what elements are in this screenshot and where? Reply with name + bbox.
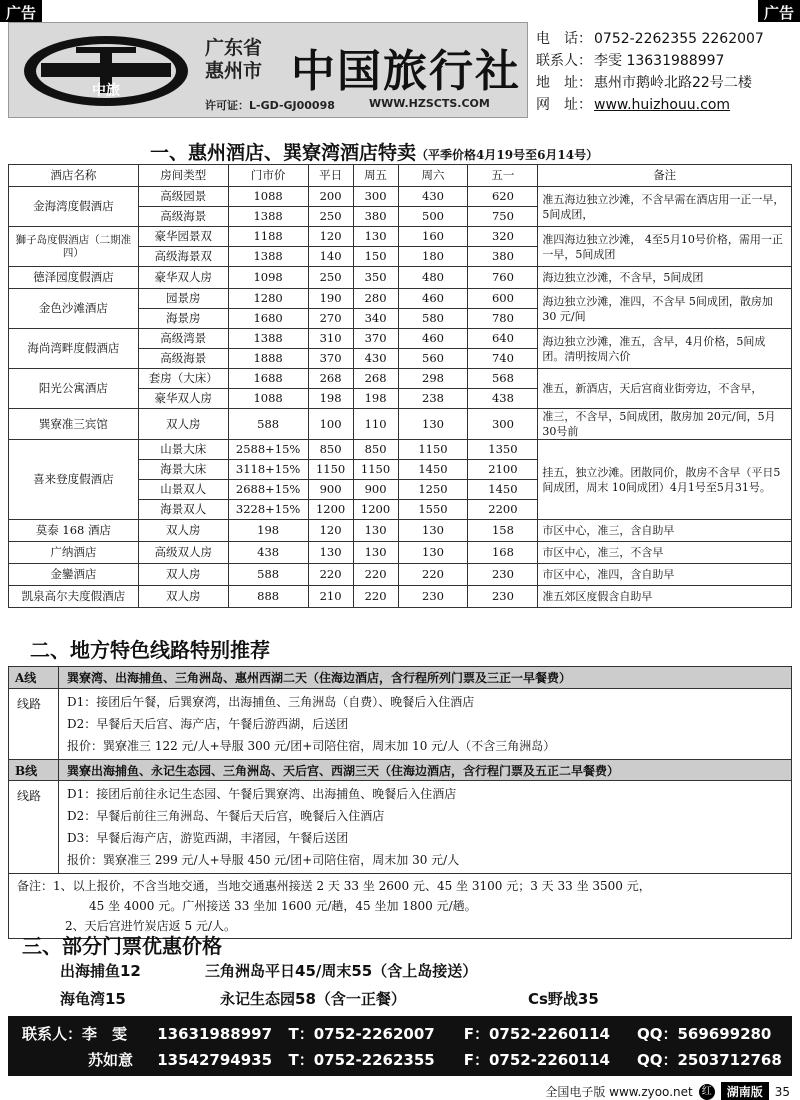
price-cell: 268 (353, 369, 398, 389)
ticket-item: 三角洲岛平日45/周末55（含上岛接送） (205, 962, 478, 980)
column-header: 平日 (308, 165, 353, 187)
price-cell: 370 (353, 329, 398, 349)
price-cell: 198 (308, 389, 353, 409)
footer-mobile: 13631988997 (157, 1025, 273, 1043)
price-cell: 2100 (468, 460, 538, 480)
price-cell: 豪华双人房 (138, 267, 228, 289)
price-cell: 130 (398, 542, 468, 564)
logo-text: 中旅 (92, 83, 120, 99)
price-cell: 480 (398, 267, 468, 289)
price-cell: 560 (398, 349, 468, 369)
website-link[interactable]: www.huizhouu.com (594, 97, 731, 113)
price-cell: 270 (308, 309, 353, 329)
price-cell: 双人房 (138, 409, 228, 440)
price-cell: 130 (353, 542, 398, 564)
agency-logo (21, 33, 191, 113)
price-cell: 460 (398, 329, 468, 349)
section3-title: 三、部分门票优惠价格 (22, 934, 222, 958)
price-cell: 220 (308, 564, 353, 586)
price-cell: 高级海景双 (138, 247, 228, 267)
banner-website: WWW.HZSCTS.COM (369, 97, 490, 110)
price-cell: 220 (353, 564, 398, 586)
footer-fax: F：0752-2260114 (463, 1051, 610, 1069)
price-cell: 250 (308, 267, 353, 289)
price-cell: 1388 (228, 207, 308, 227)
route-a-header: A线 巽寮湾、出海捕鱼、三角洲岛、惠州西湖二天（住海边酒店，含行程所列门票及三正一早餐费） (9, 667, 791, 689)
price-cell: 高级双人房 (138, 542, 228, 564)
price-cell: 150 (353, 247, 398, 267)
hotel-note: 准四海边独立沙滩， 4至5月10号价格，需用一正一早，5间成团 (538, 227, 792, 267)
price-cell: 120 (308, 520, 353, 542)
footer-phone: T：0752-2262355 (288, 1051, 435, 1069)
price-cell: 2588+15% (228, 440, 308, 460)
price-cell: 豪华园景双 (138, 227, 228, 247)
price-cell: 230 (468, 564, 538, 586)
hotel-note: 市区中心，准三，含自助早 (538, 520, 792, 542)
hotel-price-table (8, 164, 792, 608)
price-cell: 430 (398, 187, 468, 207)
price-cell: 1200 (353, 500, 398, 520)
price-cell: 山景双人 (138, 480, 228, 500)
price-cell: 180 (398, 247, 468, 267)
hotel-note: 海边独立沙滩，不含早，5间成团 (538, 267, 792, 289)
price-cell: 1550 (398, 500, 468, 520)
table-row (9, 267, 792, 289)
hotel-note: 准五，新酒店，天后宫商业街旁边，不含早， (538, 369, 792, 409)
price-cell: 888 (228, 586, 308, 608)
route-a-line: 报价：巽寮准三 122 元/人+导服 300 元/团+司陪住宿，周末加 10 元/人（不含三角洲岛） (67, 739, 556, 753)
column-header: 周六 (398, 165, 468, 187)
table-row (9, 440, 792, 460)
price-cell: 1250 (398, 480, 468, 500)
price-cell: 640 (468, 329, 538, 349)
price-cell: 高级海景 (138, 349, 228, 369)
price-cell: 130 (398, 520, 468, 542)
price-cell: 588 (228, 564, 308, 586)
price-cell: 438 (468, 389, 538, 409)
route-b-header: B线 巽寮出海捕鱼、永记生态园、三角洲岛、天后宫、西湖三天（住海边酒店，含行程门票及五正二早餐费） (9, 759, 791, 781)
section2-title: 二、地方特色线路特别推荐 (30, 638, 270, 662)
price-cell: 760 (468, 267, 538, 289)
price-cell: 3118+15% (228, 460, 308, 480)
price-cell: 海景房 (138, 309, 228, 329)
ticket-item: Cs野战35 (528, 990, 599, 1008)
price-cell: 780 (468, 309, 538, 329)
price-cell: 380 (353, 207, 398, 227)
route-a-body: 线路 D1：接团后午餐，后巽寮湾，出海捕鱼、三角洲岛（自费）、晚餐后入住酒店 D2：早餐后天后宫、海产店，午餐后游西湖，后送团 报价：巽寮准三 122 元/人+导服 300 元/团+司陪住宿，周末加 10 元/人（不含三角洲岛） (9, 689, 791, 759)
hotel-name: 獅子岛度假酒店（二期准四） (9, 227, 139, 267)
price-cell: 160 (398, 227, 468, 247)
price-cell: 310 (308, 329, 353, 349)
hotel-note: 准五郊区度假含自助早 (538, 586, 792, 608)
hotel-name: 德泽园度假酒店 (9, 267, 139, 289)
price-cell: 1388 (228, 247, 308, 267)
table-row (9, 542, 792, 564)
column-header: 周五 (353, 165, 398, 187)
price-cell: 740 (468, 349, 538, 369)
price-cell: 850 (308, 440, 353, 460)
price-cell: 海景大床 (138, 460, 228, 480)
table-row (9, 520, 792, 542)
price-cell: 280 (353, 289, 398, 309)
web-line: 网 址： www.huizhouu.com (536, 97, 731, 113)
route-b-line: D1：接团后前往永记生态园、午餐后巽寮湾、出海捕鱼、晚餐后入住酒店 (67, 787, 457, 801)
price-cell: 900 (353, 480, 398, 500)
price-cell: 168 (468, 542, 538, 564)
price-cell: 238 (398, 389, 468, 409)
price-cell: 438 (228, 542, 308, 564)
red-badge-icon: 红 (699, 1084, 715, 1100)
price-cell: 双人房 (138, 586, 228, 608)
price-cell: 双人房 (138, 520, 228, 542)
price-cell: 1688 (228, 369, 308, 389)
price-cell: 130 (353, 520, 398, 542)
footer-contact-bar (8, 1016, 792, 1076)
price-cell: 220 (353, 586, 398, 608)
table-row (9, 289, 792, 309)
price-cell: 900 (308, 480, 353, 500)
ticket-item: 永记生态园58（含一正餐） (220, 990, 406, 1008)
price-cell: 3228+15% (228, 500, 308, 520)
table-row (9, 586, 792, 608)
footer-phone: T：0752-2262007 (288, 1025, 435, 1043)
route-box (8, 666, 792, 939)
hotel-note: 海边独立沙滩，准四，不含早 5间成团，散房加 30 元/间 (538, 289, 792, 329)
table-row (9, 369, 792, 389)
route-notes: 备注：1、以上报价，不含当地交通，当地交通惠州接送 2 天 33 坐 2600 元、45 坐 3100 元；3 天 33 坐 3500 元， 45 坐 4000 元。广州接送 33 坐加 1600 元/趟，45 坐加 1800 元/趟。 2、天后宫进竹炭店返 5 元/人。 (9, 873, 791, 938)
price-cell: 双人房 (138, 564, 228, 586)
price-cell: 600 (468, 289, 538, 309)
table-row (9, 227, 792, 247)
contact-block (536, 28, 764, 116)
route-b-line: 报价：巽寮准三 299 元/人+导服 450 元/团+司陪住宿，周末加 30 元/人 (67, 853, 460, 867)
hotel-note: 市区中心，准三，不含早 (538, 542, 792, 564)
brand-name: 中国旅行社 (291, 46, 521, 97)
column-header: 备注 (538, 165, 792, 187)
price-cell: 230 (398, 586, 468, 608)
route-a-line: D2：早餐后天后宫、海产店，午餐后游西湖，后送团 (67, 717, 349, 731)
table-row (9, 329, 792, 349)
price-cell: 1450 (468, 480, 538, 500)
footer-mobile: 13542794935 (157, 1051, 273, 1069)
price-cell: 高级湾景 (138, 329, 228, 349)
price-cell: 210 (308, 586, 353, 608)
price-cell: 海景双人 (138, 500, 228, 520)
price-cell: 高级海景 (138, 207, 228, 227)
hotel-note: 挂五，独立沙滩。团散同价，散房不含早（平日5间成团，周末 10间成团）4月1号至5月31号。 (538, 440, 792, 520)
price-cell: 1200 (308, 500, 353, 520)
ad-label-left: 广告 (0, 0, 42, 22)
price-cell: 1280 (228, 289, 308, 309)
price-cell: 2200 (468, 500, 538, 520)
price-cell: 1088 (228, 389, 308, 409)
price-cell: 300 (468, 409, 538, 440)
table-row (9, 409, 792, 440)
price-cell: 1150 (353, 460, 398, 480)
phone-line: 电 话： 0752-2262355 2262007 (536, 31, 764, 47)
price-cell: 套房（大床） (138, 369, 228, 389)
column-header: 门市价 (228, 165, 308, 187)
column-header: 房间类型 (138, 165, 228, 187)
column-header: 五一 (468, 165, 538, 187)
price-cell: 500 (398, 207, 468, 227)
hotel-name: 莫泰 168 酒店 (9, 520, 139, 542)
price-cell: 430 (353, 349, 398, 369)
price-cell: 1088 (228, 187, 308, 207)
price-cell: 2688+15% (228, 480, 308, 500)
table-row (9, 564, 792, 586)
price-cell: 568 (468, 369, 538, 389)
hotel-note: 准五海边独立沙滩，不含早需在酒店用一正一早，5间成团， (538, 187, 792, 227)
route-b-line: D2：早餐后前往三角洲岛、午餐后天后宫，晚餐后入住酒店 (67, 809, 385, 823)
price-cell: 高级园景 (138, 187, 228, 207)
price-cell: 130 (398, 409, 468, 440)
price-cell: 350 (353, 267, 398, 289)
hotel-name: 巽寮准三宾馆 (9, 409, 139, 440)
price-cell: 300 (353, 187, 398, 207)
hotel-note: 市区中心，准四，含自助早 (538, 564, 792, 586)
price-cell: 100 (308, 409, 353, 440)
price-cell: 370 (308, 349, 353, 369)
hotel-name: 海尚湾畔度假酒店 (9, 329, 139, 369)
hotel-name: 阳光公寓酒店 (9, 369, 139, 409)
footer-qq: QQ：2503712768 (636, 1051, 782, 1069)
route-b-body: 线路 D1：接团后前往永记生态园、午餐后巽寮湾、出海捕鱼、晚餐后入住酒店 D2：早餐后前往三角洲岛、午餐后天后宫，晚餐后入住酒店 D3：早餐后海产店，游览西湖，丰渚园，午餐后送团 报价：巽寮准三 299 元/人+导服 450 元/团+司陪住宿，周末加 30 元/人 (9, 781, 791, 873)
route-b-line: D3：早餐后海产店，游览西湖，丰渚园，午餐后送团 (67, 831, 349, 845)
price-cell: 320 (468, 227, 538, 247)
price-cell: 1150 (398, 440, 468, 460)
price-cell: 190 (308, 289, 353, 309)
agency-banner (8, 22, 528, 118)
price-cell: 620 (468, 187, 538, 207)
ticket-item: 海龟湾15 (60, 990, 126, 1008)
hotel-name: 金鑾酒店 (9, 564, 139, 586)
price-cell: 园景房 (138, 289, 228, 309)
price-cell: 1388 (228, 329, 308, 349)
table-row (9, 187, 792, 207)
ad-label-right: 广告 (758, 0, 800, 22)
footer-fax: F：0752-2260114 (463, 1025, 610, 1043)
price-cell: 850 (353, 440, 398, 460)
footer-qq: QQ：569699280 (636, 1025, 772, 1043)
hotel-note: 准三，不含早，5间成团，散房加 20元/间，5月30号前 (538, 409, 792, 440)
page-number: 35 (774, 1084, 790, 1099)
price-cell: 200 (308, 187, 353, 207)
column-header: 酒店名称 (9, 165, 139, 187)
price-cell: 588 (228, 409, 308, 440)
price-cell: 山景大床 (138, 440, 228, 460)
hotel-name: 凯泉高尔夫度假酒店 (9, 586, 139, 608)
price-cell: 460 (398, 289, 468, 309)
price-cell: 198 (353, 389, 398, 409)
license-number: 许可证：L-GD-GJ00098 (205, 99, 335, 112)
footer-contact-name: 联系人：李 雯 (22, 1025, 128, 1043)
hotel-name: 金海湾度假酒店 (9, 187, 139, 227)
price-cell: 230 (468, 586, 538, 608)
person-line: 联系人： 李雯 13631988997 (536, 53, 725, 69)
section1-title: 一、惠州酒店、巽寮湾酒店特卖（平季价格4月19号至6月14号） (150, 142, 599, 164)
page-footer (545, 1082, 790, 1100)
edition-label: 湖南版 (721, 1082, 769, 1100)
price-cell: 198 (228, 520, 308, 542)
footer-contact-name: 苏如意 (88, 1051, 134, 1069)
banner-region: 广东省 惠州市 (205, 37, 263, 82)
ticket-item: 出海捕鱼12 (60, 962, 141, 980)
price-cell: 1350 (468, 440, 538, 460)
hotel-name: 金色沙滩酒店 (9, 289, 139, 329)
price-cell: 250 (308, 207, 353, 227)
address-line: 地 址： 惠州市鹅岭北路22号二楼 (536, 75, 752, 91)
hotel-name: 喜来登度假酒店 (9, 440, 139, 520)
price-cell: 340 (353, 309, 398, 329)
price-cell: 130 (308, 542, 353, 564)
price-cell: 750 (468, 207, 538, 227)
price-cell: 1150 (308, 460, 353, 480)
hotel-name: 广纳酒店 (9, 542, 139, 564)
price-cell: 1888 (228, 349, 308, 369)
price-cell: 1188 (228, 227, 308, 247)
price-cell: 268 (308, 369, 353, 389)
price-cell: 1098 (228, 267, 308, 289)
price-cell: 298 (398, 369, 468, 389)
price-cell: 220 (398, 564, 468, 586)
price-cell: 580 (398, 309, 468, 329)
price-cell: 豪华双人房 (138, 389, 228, 409)
route-a-line: D1：接团后午餐，后巽寮湾，出海捕鱼、三角洲岛（自费）、晚餐后入住酒店 (67, 695, 475, 709)
price-cell: 120 (308, 227, 353, 247)
price-cell: 1680 (228, 309, 308, 329)
footer-site: 全国电子版 www.zyoo.net (545, 1085, 693, 1099)
price-cell: 158 (468, 520, 538, 542)
hotel-note: 海边独立沙滩，准五，含早，4月价格，5间成团。清明按周六价 (538, 329, 792, 369)
table-header-row (9, 165, 792, 187)
price-cell: 140 (308, 247, 353, 267)
price-cell: 380 (468, 247, 538, 267)
price-cell: 1450 (398, 460, 468, 480)
price-cell: 110 (353, 409, 398, 440)
price-cell: 130 (353, 227, 398, 247)
